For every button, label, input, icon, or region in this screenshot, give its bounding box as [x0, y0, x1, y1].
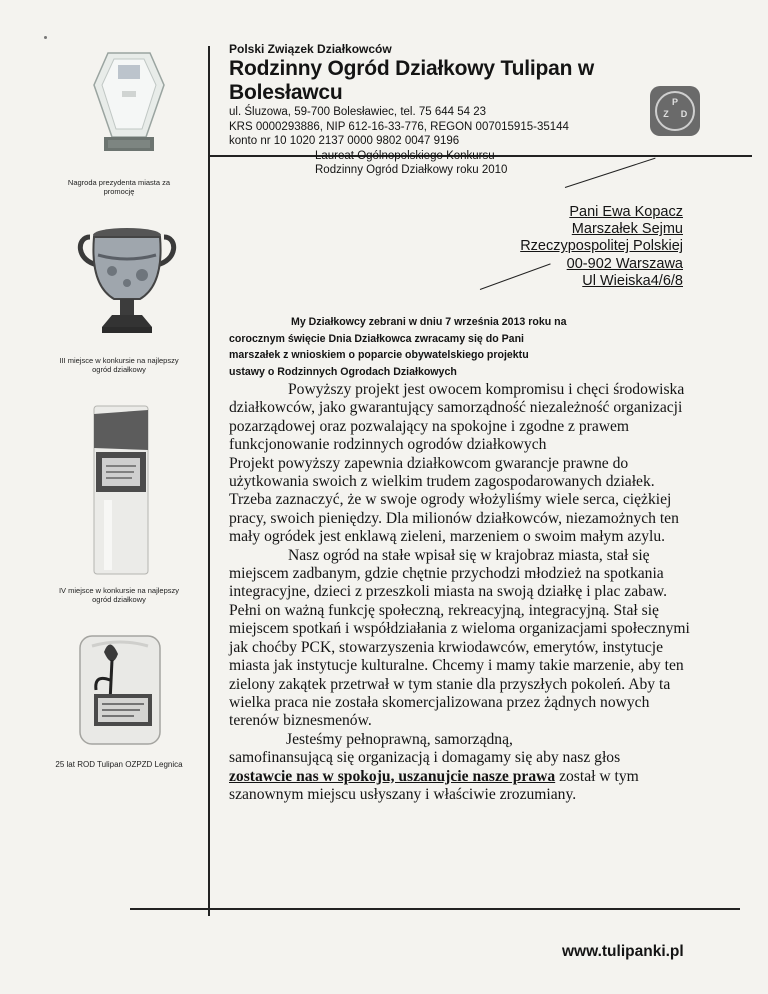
body-paragraph-4: [229, 749, 699, 804]
body-paragraph-4-rest: został w tym szanownym miejscu usłyszany i właściwie zrozumiany.: [229, 767, 639, 803]
logo-letter-p: P: [671, 97, 679, 107]
award-cup-image: [72, 215, 182, 350]
logo-letter-d: D: [680, 109, 688, 119]
award-caption-4: 25 lat ROD Tulipan OZPZD Legnica: [55, 760, 183, 769]
body-paragraph-2: Projekt powyższy zapewnia działkowcom gwarancje prawne do użytkowania swoich z wielkim trudem zagospodarowanych działek. Trzeba zaznaczyć, że w swoje ogrody włożyliśmy wiele serca, ciężkiej pracy, swoich pieniędzy. Dla milionów działkowców, niezamożnych ten mały ogródek jest enklawą zieleni, marzeniem o swoim małym azylu.: [229, 454, 679, 546]
award-caption-1: Nagroda prezydenta miasta za promocję: [67, 178, 171, 196]
scan-dot: [44, 36, 47, 39]
body-paragraph-4b: samofinansującą się organizacją i domagamy się aby nasz głos: [229, 749, 621, 767]
laureate-line-2: Rodzinny Ogród Działkowy roku 2010: [315, 164, 508, 177]
award-caption-2: III miejsce w konkursie na najlepszy ogród działkowy: [59, 356, 179, 374]
intro-line: marszałek z wnioskiem o poparcie obywatelskiego projektu: [229, 349, 529, 361]
intro-line: ustawy o Rodzinnych Ogrodach Działkowych: [229, 365, 457, 378]
org-name: Polski Związek Działkowców: [229, 42, 392, 56]
addressee-block: [520, 204, 683, 290]
intro-line: corocznym święcie Dnia Działkowca zwracamy się do Pani: [229, 332, 524, 345]
laureate-line-1: Laureat Ogólnopolskiego Konkursu: [315, 149, 495, 162]
body-paragraph-4a: Jesteśmy pełnoprawną, samorządną,: [286, 730, 513, 748]
addressee-name: Pani Ewa Kopacz: [569, 204, 683, 220]
addressee-country: Rzeczypospolitej Polskiej: [520, 238, 683, 255]
body-paragraph-1: Powyższy projekt jest owocem kompromisu i chęci środowiska działkowców, jako gwarantujący samorządność niezależność organizacji pozarządowej oraz pozwalający na spokojne i zgodne z prawem funkcjonowanie rodzinnych ogrodów działkowych: [229, 381, 685, 454]
award-glass-jar-image: [74, 630, 166, 755]
body-paragraph-3: Nasz ogród na stałe wpisał się w krajobraz miasta, stał się miejscem zadbanym, gdzie chętnie przychodzi młodzież na spotkania integracyjne, dzieci z przeszkoli miasta na swoją działkę i plac zabaw. Pełni on ważną funkcję społeczną, rekreacyjną, integracyjną. Stał się miejscem spotkań i współdziałania z wieloma organizacjami społecznymi jak choćby PCK, stowarzyszenia krwiodawców, emerytów, instytucje miasta jak instytucje kulturalne. Chcemy i mamy takie marzenie, aby ten zielony zakątek przetrwał w tym stanie dla przyszłych pokoleń. Aby ta wielka praca nie została skomercjalizowana przez żądnych nowych terenów biznesmenów.: [229, 546, 690, 730]
intro-line: My Działkowcy zebrani w dniu 7 września 2013 roku na: [291, 316, 567, 328]
header-account: konto nr 10 1020 2137 0000 9802 0047 9196: [229, 135, 460, 148]
award-caption-3: IV miejsce w konkursie na najlepszy ogród działkowy: [58, 586, 180, 604]
addressee-city: 00-902 Warszawa: [566, 255, 683, 272]
intro-paragraph: [229, 314, 699, 380]
header-address: ul. Śluzowa, 59-700 Bolesławiec, tel. 75 644 54 23: [229, 106, 486, 118]
addressee-title: Marszałek Sejmu: [571, 221, 683, 238]
vertical-rule: [208, 46, 210, 916]
footer-rule: [130, 908, 740, 910]
website-link[interactable]: www.tulipanki.pl: [562, 943, 684, 960]
letterhead: [229, 42, 669, 178]
addressee-street: Ul Wieiska4/6/8: [582, 272, 683, 289]
letter-body: [229, 381, 699, 804]
award-glass-block-image: [88, 400, 154, 585]
garden-name: Rodzinny Ogród Działkowy Tulipan w Bolesławcu: [229, 57, 594, 104]
logo-letter-z: Z: [663, 109, 669, 119]
award-crystal-image: [88, 45, 170, 162]
header-registry: KRS 0000293886, NIP 612-16-33-776, REGON 007015915-35144: [229, 120, 569, 133]
pzd-logo: [650, 86, 700, 136]
underlined-demand: zostawcie nas w spokoju, uszanujcie nasze prawa: [229, 767, 556, 785]
